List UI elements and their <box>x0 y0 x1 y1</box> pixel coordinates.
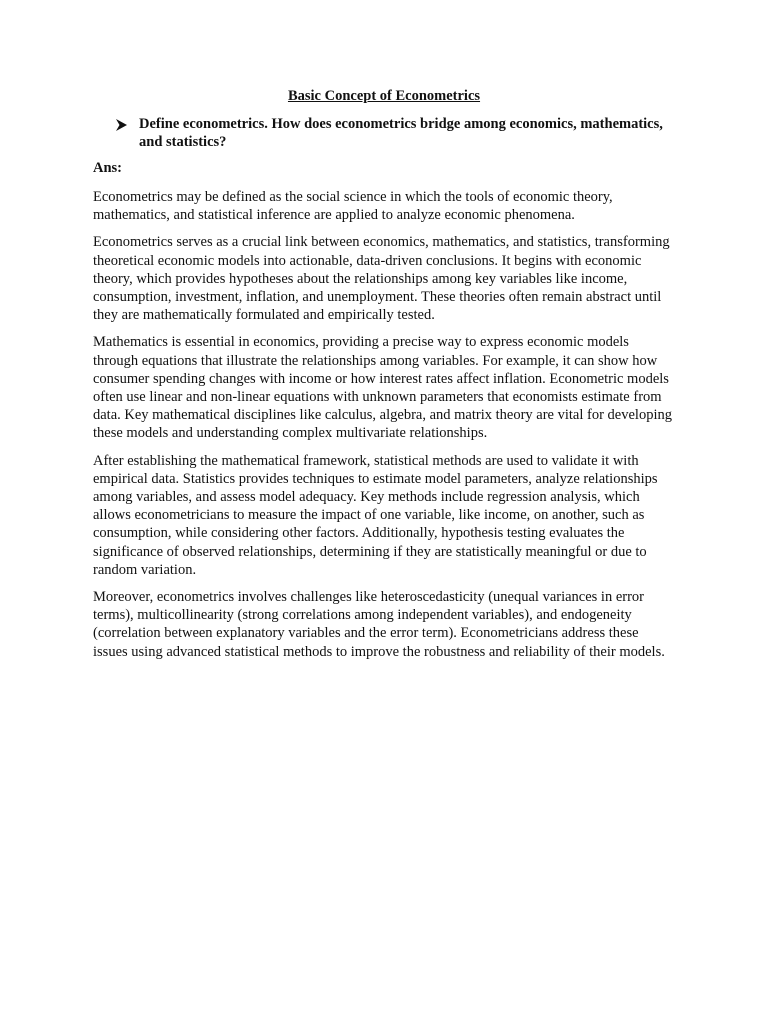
question-text: Define econometrics. How does econometrics bridge among economics, mathematics, and statistics? <box>139 116 663 150</box>
paragraph-definition: Econometrics may be defined as the social science in which the tools of economic theory, mathematics, and statistical inference are applied to analyze economic phenomena. <box>93 189 613 224</box>
paragraph-challenges: Moreover, econometrics involves challenges like heteroscedasticity (unequal variances in error terms), multicollinearity (strong correlations among independent variables), and endogeneity (correlation between explanatory variables and the error term). Econometricians address these issues using advanced statistical methods to improve the robustness and reliability of their models. <box>93 589 665 660</box>
arrowhead-bullet-icon <box>115 115 139 132</box>
question-item <box>93 115 675 151</box>
paragraph-statistics: After establishing the mathematical framework, statistical methods are used to validate it with empirical data. Statistics provides techniques to estimate model parameters, analyze relationships among variables, and assess model adequacy. Key methods include regression analysis, which allows econometricians to measure the impact of one variable, like income, on another, such as consumption, while considering other factors. Additionally, hypothesis testing evaluates the significance of observed relationships, determining if they are statistically meaningful or due to random variation. <box>93 452 658 578</box>
paragraph-economics-link: Econometrics serves as a crucial link between economics, mathematics, and statistics, transforming theoretical economic models into actionable, data-driven conclusions. It begins with economic theory, which provides hypotheses about the relationships among key variables like income, consumption, investment, inflation, and unemployment. These theories often remain abstract until they are mathematically formulated and empirically tested. <box>93 234 670 324</box>
document-body <box>93 86 675 670</box>
page-title: Basic Concept of Econometrics <box>287 88 481 104</box>
paragraph-mathematics: Mathematics is essential in economics, providing a precise way to express economic models through equations that illustrate the relationships among variables. For example, it can show how consumer spending changes with income or how interest rates affect inflation. Econometric models often use linear and non-linear equations with unknown parameters that economists estimate from data. Key mathematical disciplines like calculus, algebra, and matrix theory are vital for developing these models and understanding complex multivariate relationships. <box>93 334 672 442</box>
answer-label: Ans: <box>93 160 123 176</box>
